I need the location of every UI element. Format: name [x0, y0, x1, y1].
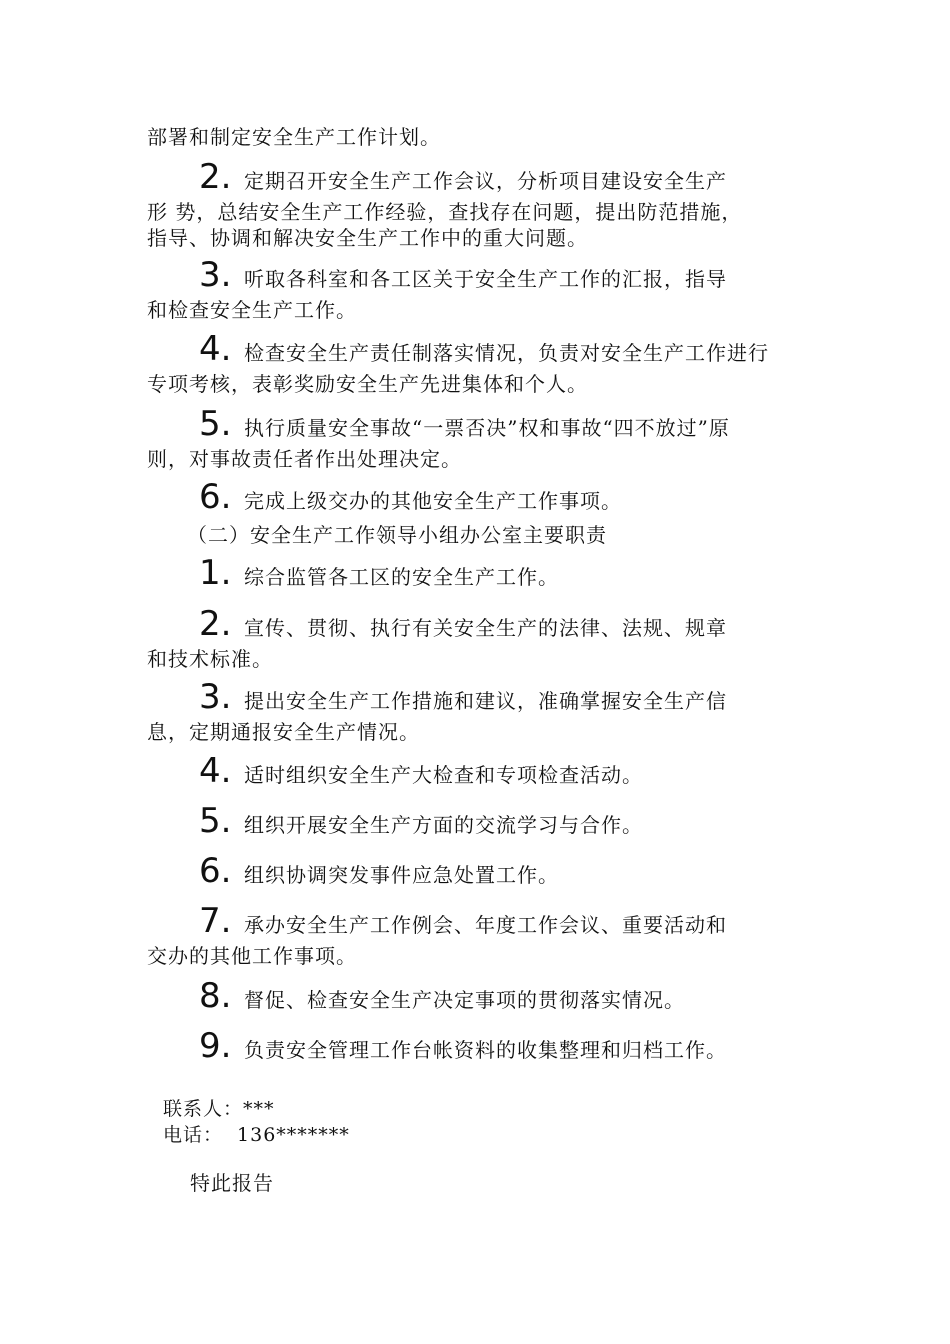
item-line: 和检查安全生产工作。 [147, 298, 357, 322]
item-number: 1. [199, 553, 232, 593]
item-number: 5. [199, 404, 232, 444]
item-line: 交办的其他工作事项。 [147, 944, 357, 968]
item-number: 4. [199, 329, 232, 369]
item-number: 5. [199, 801, 232, 841]
contact-person-value: *** [243, 1098, 275, 1120]
contact-phone [163, 1123, 350, 1147]
item-number: 9. [199, 1026, 232, 1066]
intro-line: 部署和制定安全生产工作计划。 [147, 125, 441, 149]
closing-text: 特此报告 [190, 1171, 274, 1195]
item-line: 形 势，总结安全生产工作经验，查找存在问题，提出防范措施， [147, 200, 743, 224]
item-line: 适时组织安全生产大检查和专项检查活动。 [244, 763, 643, 787]
item-line: 则，对事故责任者作出处理决定。 [147, 447, 462, 471]
item-line: 听取各科室和各工区关于安全生产工作的汇报，指导 [244, 267, 727, 291]
item-line: 组织协调突发事件应急处置工作。 [244, 863, 559, 887]
item-line: 定期召开安全生产工作会议，分析项目建设安全生产 [244, 169, 727, 193]
item-line: 和技术标准。 [147, 647, 273, 671]
item-number: 6. [199, 851, 232, 891]
item-line: 宣传、贯彻、执行有关安全生产的法律、法规、规章 [244, 616, 727, 640]
contact-person-label: 联系人： [163, 1098, 244, 1120]
item-number: 2. [199, 604, 232, 644]
item-line: 检查安全生产责任制落实情况，负责对安全生产工作进行 [244, 341, 769, 365]
contact-person [163, 1097, 275, 1121]
item-number: 2. [199, 157, 232, 197]
item-number: 4. [199, 751, 232, 791]
item-number: 3. [199, 255, 232, 295]
item-line: 组织开展安全生产方面的交流学习与合作。 [244, 813, 643, 837]
item-line: 完成上级交办的其他安全生产工作事项。 [244, 489, 622, 513]
contact-phone-value: 136******* [237, 1124, 350, 1146]
item-number: 7. [199, 901, 232, 941]
item-line: 承办安全生产工作例会、年度工作会议、重要活动和 [244, 913, 727, 937]
item-line: 执行质量安全事故“一票否决”权和事故“四不放过”原 [244, 416, 730, 440]
item-line: 专项考核，表彰奖励安全生产先进集体和个人。 [147, 372, 588, 396]
item-line: 负责安全管理工作台帐资料的收集整理和归档工作。 [244, 1038, 727, 1062]
item-line: 综合监管各工区的安全生产工作。 [244, 565, 559, 589]
item-line: 提出安全生产工作措施和建议，准确掌握安全生产信 [244, 689, 727, 713]
item-line: 指导、协调和解决安全生产工作中的重大问题。 [147, 226, 588, 250]
item-number: 3. [199, 677, 232, 717]
contact-phone-label: 电话： [163, 1124, 224, 1146]
item-line: 督促、检查安全生产决定事项的贯彻落实情况。 [244, 988, 685, 1012]
item-number: 8. [199, 976, 232, 1016]
item-line: 息，定期通报安全生产情况。 [147, 720, 420, 744]
section-two-heading: （二）安全生产工作领导小组办公室主要职责 [187, 523, 607, 547]
item-number: 6. [199, 477, 232, 517]
